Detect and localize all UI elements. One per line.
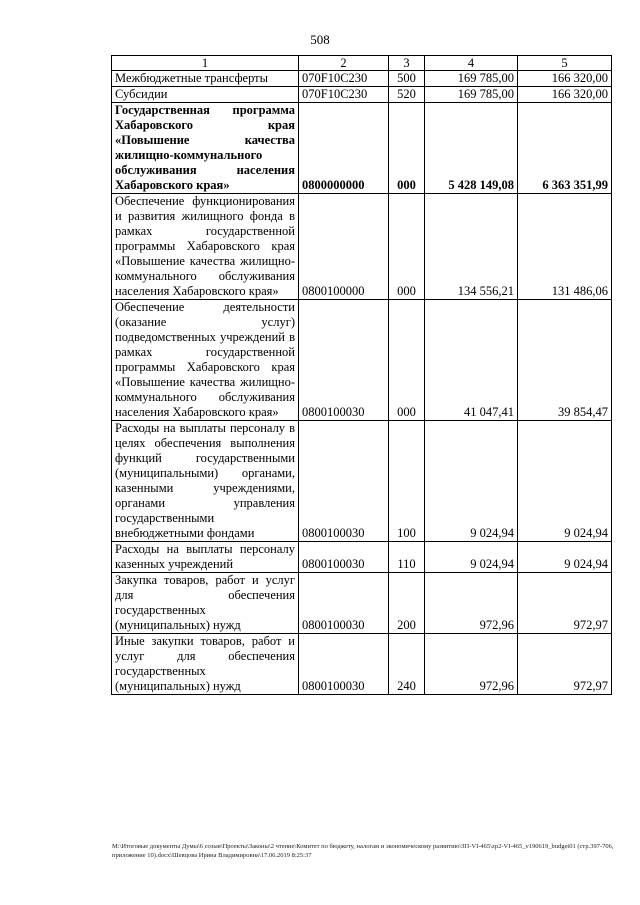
- row-code: 070F10C230: [299, 71, 389, 87]
- row-value-1: 5 428 149,08: [425, 103, 518, 194]
- column-header-3: 3: [389, 56, 425, 71]
- column-header-4: 4: [425, 56, 518, 71]
- row-code: 070F10C230: [299, 87, 389, 103]
- row-value-1: 169 785,00: [425, 71, 518, 87]
- row-value-2: 6 363 351,99: [518, 103, 612, 194]
- row-value-1: 9 024,94: [425, 542, 518, 573]
- row-code: 0800100030: [299, 634, 389, 695]
- budget-table: [111, 55, 612, 695]
- table-row: [112, 103, 612, 194]
- row-value-1: 41 047,41: [425, 300, 518, 421]
- table-row: [112, 87, 612, 103]
- row-group: 240: [389, 634, 425, 695]
- page-number: 508: [310, 32, 330, 47]
- row-name: Расходы на выплаты персоналу казенных учреждений: [112, 542, 299, 573]
- row-code: 0800100030: [299, 573, 389, 634]
- row-value-2: 972,97: [518, 634, 612, 695]
- row-name: Расходы на выплаты персоналу в целях обеспечения выполнения функций государственными (муниципальными) органами, казенными учреждениями, органами управления государственными внебюджетными фондами: [112, 421, 299, 542]
- row-value-2: 9 024,94: [518, 421, 612, 542]
- row-code: 0800100000: [299, 194, 389, 300]
- table-row: [112, 634, 612, 695]
- row-group: 000: [389, 103, 425, 194]
- row-code: 0800100030: [299, 542, 389, 573]
- row-group: 000: [389, 194, 425, 300]
- row-value-2: 166 320,00: [518, 87, 612, 103]
- table-header-row: [112, 56, 612, 71]
- row-group: 520: [389, 87, 425, 103]
- row-name: Субсидии: [112, 87, 299, 103]
- row-value-2: 972,97: [518, 573, 612, 634]
- row-name: Иные закупки товаров, работ и услуг для обеспечения государственных (муниципальных) нужд: [112, 634, 299, 695]
- row-value-2: 9 024,94: [518, 542, 612, 573]
- row-value-2: 131 486,06: [518, 194, 612, 300]
- row-name: Обеспечение деятельности (оказание услуг) подведомственных учреждений в рамках государственной программы Хабаровского края «Повышение качества жилищно-коммунального обслуживания населения Хабаровского края»: [112, 300, 299, 421]
- table-row: [112, 300, 612, 421]
- row-value-1: 169 785,00: [425, 87, 518, 103]
- table-row: [112, 71, 612, 87]
- row-value-1: 972,96: [425, 573, 518, 634]
- row-code: 0800100030: [299, 300, 389, 421]
- row-value-1: 972,96: [425, 634, 518, 695]
- column-header-1: 1: [112, 56, 299, 71]
- row-value-2: 166 320,00: [518, 71, 612, 87]
- row-code: 0800100030: [299, 421, 389, 542]
- row-name: Государственная программа Хабаровского края «Повышение качества жилищно-коммунального обслуживания населения Хабаровского края»: [112, 103, 299, 194]
- column-header-2: 2: [299, 56, 389, 71]
- table-row: [112, 421, 612, 542]
- row-code: 0800000000: [299, 103, 389, 194]
- row-value-1: 134 556,21: [425, 194, 518, 300]
- row-group: 100: [389, 421, 425, 542]
- row-group: 200: [389, 573, 425, 634]
- row-value-1: 9 024,94: [425, 421, 518, 542]
- row-group: 110: [389, 542, 425, 573]
- table-row: [112, 194, 612, 300]
- table-row: [112, 542, 612, 573]
- table-row: [112, 573, 612, 634]
- row-group: 500: [389, 71, 425, 87]
- row-name: Обеспечение функционирования и развития жилищного фонда в рамках государственной программы Хабаровского края «Повышение качества жилищно-коммунального обслуживания населения Хабаровского края»: [112, 194, 299, 300]
- column-header-5: 5: [518, 56, 612, 71]
- row-name: Закупка товаров, работ и услуг для обеспечения государственных (муниципальных) нужд: [112, 573, 299, 634]
- row-group: 000: [389, 300, 425, 421]
- document-path-footer: M:\Итоговые документы Думы\6 созыв\Проекты\Законы\2 чтение\Комитет по бюджету, налогам и экономическому развитию\ЗП-VI-465\zp2-VI-465_v190619_budget01 (стр.397-706, приложение 10).docx\Шевцова Ирина Владимировна\17.06.2019 8:25:37: [112, 843, 614, 859]
- row-name: Межбюджетные трансферты: [112, 71, 299, 87]
- row-value-2: 39 854,47: [518, 300, 612, 421]
